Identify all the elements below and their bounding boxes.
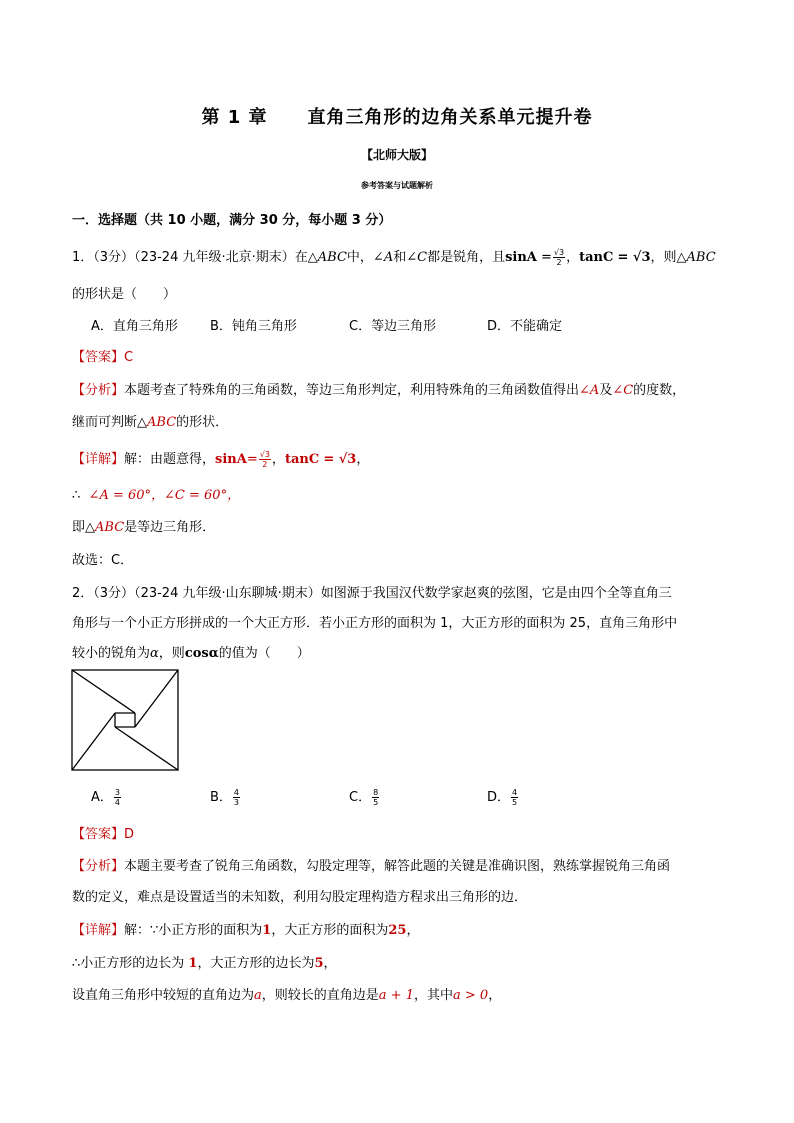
- fraction-denominator: 3: [233, 798, 240, 807]
- abc-label: ABC: [147, 415, 177, 430]
- q2-text: ，则: [158, 646, 185, 661]
- q1-analysis-line2: [72, 411, 228, 430]
- q1-text: 都是锐角，且: [427, 250, 506, 265]
- reference-label: 参考答案与试题解析: [361, 181, 433, 190]
- angle-c: ∠C: [612, 383, 634, 398]
- detail-label: 【详解】: [72, 923, 125, 938]
- q1-answer: [72, 346, 133, 365]
- analysis-text: 的形状．: [176, 415, 229, 430]
- fraction-numerator: 3: [114, 788, 120, 797]
- cos-alpha: cosα: [184, 646, 219, 661]
- conclusion-text: 即: [72, 520, 86, 535]
- q1-text: 在: [294, 250, 308, 265]
- diagram-line: [72, 670, 135, 713]
- q2-option-d[interactable]: [487, 786, 519, 807]
- q1-option-d[interactable]: D．不能确定: [487, 319, 563, 334]
- analysis-text: 本题考查了特殊角的三角函数，等边三角形判定，利用特殊角的三角函数值得出: [124, 383, 580, 398]
- option-fraction: [372, 788, 379, 807]
- detail-text: 解：由题意得，: [124, 452, 216, 467]
- detail-text: ∴小正方形的边长为: [72, 956, 189, 971]
- q2-text: 较小的锐角为: [72, 646, 151, 661]
- option-fraction: [233, 788, 240, 807]
- sin-a: sinA: [215, 452, 247, 467]
- q2-stem-line3: [72, 642, 310, 661]
- option-label: B．: [210, 790, 232, 805]
- angle-a: ∠A: [372, 250, 394, 265]
- therefore-symbol: ∴: [72, 488, 81, 503]
- fraction-numerator: √3: [553, 248, 565, 257]
- detail-text: 解：∵小正方形的面积为: [124, 923, 263, 938]
- fraction-denominator: 5: [373, 798, 379, 807]
- q2-stem-line1: [72, 582, 672, 601]
- q2-text: 如图源于我国汉代数学家赵爽的弦图，它是由四个全等直角三: [320, 586, 672, 601]
- outer-square: [72, 670, 178, 770]
- abc-label: ABC: [95, 520, 125, 535]
- q1-source: （23-24 九年级·北京·期末）: [134, 250, 295, 265]
- q1-option-b[interactable]: B．钝角三角形: [210, 319, 297, 334]
- diagram-line: [72, 713, 115, 770]
- q2-source: （23-24 九年级·山东聊城·期末）: [134, 586, 321, 601]
- detail-text: 设直角三角形中较短的直角边为: [72, 988, 255, 1003]
- fraction-denominator: 2: [556, 258, 562, 267]
- q1-conclusion: [72, 516, 215, 535]
- fraction-numerator: 4: [512, 788, 518, 797]
- answer-label: 【答案】: [72, 827, 125, 842]
- q2-score: （3分）: [93, 586, 135, 601]
- value-twentyfive: 25: [388, 923, 407, 938]
- analysis-label: 【分析】: [72, 383, 125, 398]
- answer-value: D: [124, 827, 135, 842]
- q1-step-angles: [72, 484, 240, 503]
- diagram-line: [115, 727, 178, 770]
- equals: =: [541, 250, 552, 265]
- diagram-line: [135, 670, 178, 727]
- fraction-denominator: 2: [262, 460, 268, 469]
- triangle-symbol: △: [85, 520, 96, 535]
- q2-option-c[interactable]: [349, 786, 380, 807]
- a-plus-1: a + 1: [378, 988, 414, 1003]
- alpha-symbol: α: [150, 646, 159, 661]
- option-fraction: [511, 788, 518, 807]
- option-label: A．: [91, 790, 113, 805]
- q2-answer: [72, 823, 134, 842]
- q2-text: 的值为（ ）: [218, 646, 310, 661]
- abc-label: ABC: [686, 250, 716, 265]
- value-five: 5: [314, 956, 324, 971]
- q2-analysis-line2: 数的定义，难点是设置适当的未知数，利用勾股定理构造方程求出三角形的边．: [72, 890, 528, 905]
- section-heading: 一．选择题（共 10 小题，满分 30 分，每小题 3 分）: [72, 213, 392, 228]
- angle-c: ∠C: [406, 250, 428, 265]
- q2-option-a[interactable]: [91, 786, 122, 807]
- q1-detail-line1: [72, 448, 369, 469]
- q1-text: ，则: [650, 250, 677, 265]
- value-one: 1: [262, 923, 272, 938]
- q1-stem-line2: 的形状是（ ）: [72, 287, 177, 302]
- q1-option-c[interactable]: C．等边三角形: [349, 319, 437, 334]
- analysis-text: 继而可判断: [72, 415, 138, 430]
- q1-text: 和: [393, 250, 407, 265]
- detail-text: ，: [406, 923, 420, 938]
- q1-text: 中，: [346, 250, 373, 265]
- q1-choose: 故选：C．: [72, 553, 134, 568]
- triangle-symbol: △: [676, 250, 687, 265]
- analysis-text: 本题主要考查了锐角三角函数，勾股定理等，解答此题的关键是准确识图，熟练掌握锐角三角函: [124, 859, 671, 874]
- analysis-text: 的度数，: [633, 383, 686, 398]
- detail-text: ，: [488, 988, 502, 1003]
- detail-label: 【详解】: [72, 452, 125, 467]
- equals-sqrt3: = √3: [323, 452, 357, 467]
- sqrt3-over-2-fraction: [553, 248, 565, 267]
- q1-stem-line1: [72, 246, 716, 267]
- abc-label: ABC: [317, 250, 347, 265]
- q2-analysis-line1: [72, 855, 670, 874]
- value-one: 1: [188, 956, 198, 971]
- option-label: C．: [349, 790, 372, 805]
- tan-c: tanC: [579, 250, 614, 265]
- comma: ，: [356, 452, 370, 467]
- q2-detail-line3: [72, 984, 501, 1003]
- triangle-symbol: △: [307, 250, 318, 265]
- detail-text: ，大正方形的面积为: [271, 923, 389, 938]
- analysis-label: 【分析】: [72, 859, 125, 874]
- option-label: D．: [487, 790, 511, 805]
- q1-score: （3分）: [93, 250, 135, 265]
- edition-label: 【北师大版】: [360, 148, 433, 162]
- q2-stem-line2: 角形与一个小正方形拼成的一个大正方形．若小正方形的面积为 1，大正方形的面积为 25，直角三角形中: [72, 616, 678, 631]
- q2-detail-line2: [72, 952, 337, 971]
- q1-option-a[interactable]: A．直角三角形: [91, 319, 178, 334]
- equals-sqrt3: = √3: [617, 250, 651, 265]
- sqrt3-over-2-fraction: [259, 450, 271, 469]
- fraction-numerator: 8: [373, 788, 379, 797]
- angle-values: ∠A = 60°，∠C = 60°，: [88, 488, 241, 503]
- comma: ，: [271, 452, 285, 467]
- q2-detail-line1: [72, 919, 419, 938]
- fraction-denominator: 5: [512, 798, 518, 807]
- sin-a: sinA: [505, 250, 537, 265]
- page-title: [0, 103, 794, 129]
- conclusion-text: 是等边三角形．: [124, 520, 216, 535]
- q2-number: 2．: [72, 586, 94, 601]
- detail-text: ，则较长的直角边是: [261, 988, 379, 1003]
- triangle-symbol: △: [137, 415, 148, 430]
- analysis-text: 及: [599, 383, 613, 398]
- equals: =: [246, 452, 258, 467]
- answer-value: C: [124, 350, 134, 365]
- title-text: 直角三角形的边角关系单元提升卷: [307, 107, 593, 128]
- tan-c: tanC: [284, 452, 320, 467]
- answer-label: 【答案】: [72, 350, 125, 365]
- var-a: a: [254, 988, 262, 1003]
- q2-option-b[interactable]: [210, 786, 241, 807]
- option-fraction: [114, 788, 121, 807]
- q1-number: 1．: [72, 250, 94, 265]
- chapter-label: 第 1 章: [201, 107, 268, 128]
- detail-text: ，其中: [413, 988, 453, 1003]
- comma: ，: [566, 250, 580, 265]
- angle-a: ∠A: [579, 383, 600, 398]
- q1-analysis-line1: [72, 379, 685, 398]
- a-greater-zero: a > 0: [453, 988, 489, 1003]
- detail-text: ，大正方形的边长为: [197, 956, 315, 971]
- detail-text: ，: [323, 956, 337, 971]
- zhao-shuang-diagram: [70, 668, 182, 773]
- fraction-denominator: 4: [114, 798, 120, 807]
- fraction-numerator: √3: [259, 450, 270, 459]
- fraction-numerator: 4: [233, 788, 240, 797]
